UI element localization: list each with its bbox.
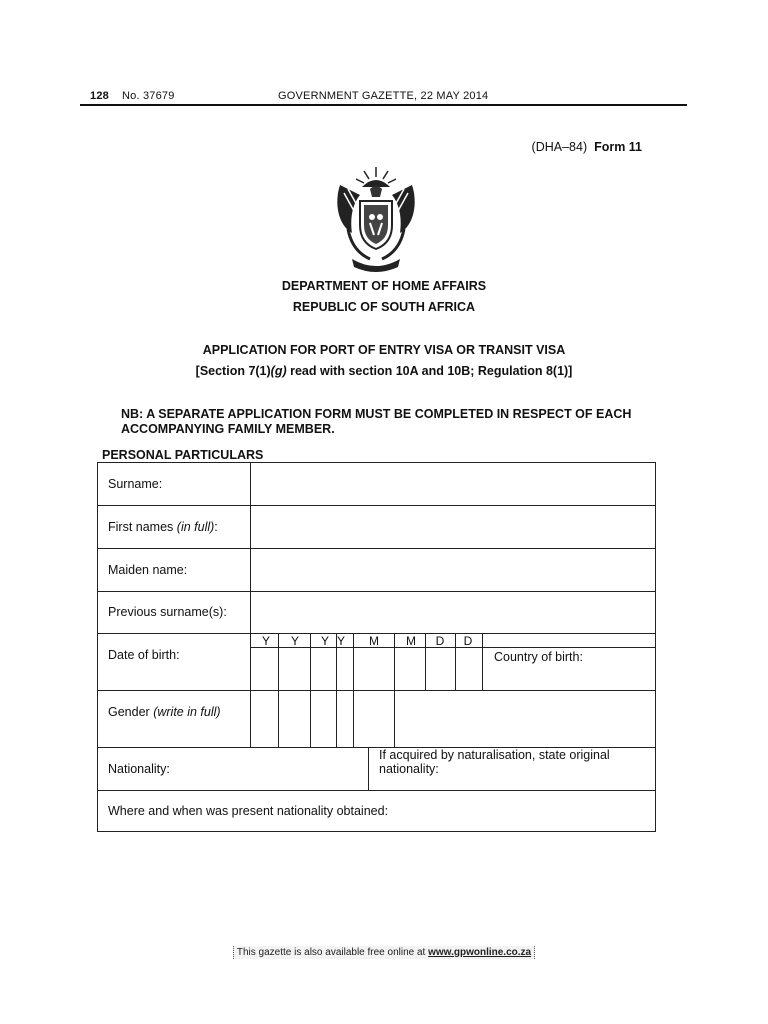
date-cell-month: M <box>369 634 379 648</box>
gender-label: Gender (write in full) <box>108 705 221 719</box>
date-cell-year: Y <box>320 634 329 648</box>
first-names-label: First names (in full): <box>108 520 218 534</box>
date-grid-line <box>250 633 251 747</box>
date-cell-year: Y <box>336 634 345 648</box>
row-divider <box>97 790 656 791</box>
nationality-obtained-label: Where and when was present nationality obtained: <box>108 804 389 818</box>
previous-surname-label: Previous surname(s): <box>108 605 227 619</box>
date-grid-line <box>394 633 395 747</box>
gpwonline-link[interactable]: www.gpwonline.co.za <box>428 947 532 958</box>
date-cell-month: M <box>406 634 416 648</box>
table-border <box>97 831 656 832</box>
date-of-birth-label: Date of birth: <box>108 648 180 662</box>
date-grid-line <box>353 633 354 747</box>
nationality-divider <box>368 747 369 790</box>
nationality-label: Nationality: <box>108 762 170 776</box>
country-name: REPUBLIC OF SOUTH AFRICA <box>292 300 476 314</box>
personal-particulars-table <box>97 462 656 832</box>
row-divider <box>97 591 656 592</box>
department-name: DEPARTMENT OF HOME AFFAIRS <box>281 279 487 293</box>
country-of-birth-label: Country of birth: <box>494 650 583 664</box>
date-cell-day: D <box>435 634 445 648</box>
date-cell-year: Y <box>261 634 270 648</box>
date-cell-year: Y <box>290 634 299 648</box>
row-divider <box>97 690 656 691</box>
table-border <box>97 462 656 463</box>
date-cell-day: D <box>463 634 473 648</box>
row-divider <box>97 548 656 549</box>
maiden-name-label: Maiden name: <box>108 563 188 577</box>
page-number: 128 <box>90 90 109 102</box>
table-border <box>97 462 98 832</box>
row-divider <box>97 505 656 506</box>
application-title: APPLICATION FOR PORT OF ENTRY VISA OR TRANSIT VISA <box>202 343 566 357</box>
date-grid-line <box>278 633 279 747</box>
legal-reference: [Section 7(1)(g) read with section 10A and 10B; Regulation 8(1)] <box>195 364 573 378</box>
date-grid-line <box>482 633 483 690</box>
coat-of-arms-emblem <box>330 163 422 275</box>
form-reference <box>532 140 642 154</box>
footer-note: This gazette is also available free online at www.gpwonline.co.za <box>0 946 768 959</box>
header-rule <box>80 104 687 106</box>
gazette-issue-number: No. 37679 <box>122 90 175 102</box>
form-code: (DHA–84) <box>531 140 588 154</box>
naturalisation-label: If acquired by naturalisation, state original nationality: <box>379 748 610 776</box>
notice-text: NB: A SEPARATE APPLICATION FORM MUST BE COMPLETED IN RESPECT OF EACH ACCOMPANYING FAMILY MEMBER. <box>121 407 632 436</box>
date-grid-line <box>336 633 337 747</box>
gazette-title: GOVERNMENT GAZETTE, 22 MAY 2014 <box>278 90 489 102</box>
surname-label: Surname: <box>108 477 163 491</box>
form-number: Form 11 <box>594 140 642 154</box>
section-title: PERSONAL PARTICULARS <box>102 448 264 462</box>
date-grid-line <box>310 633 311 747</box>
label-column-divider <box>250 462 251 633</box>
